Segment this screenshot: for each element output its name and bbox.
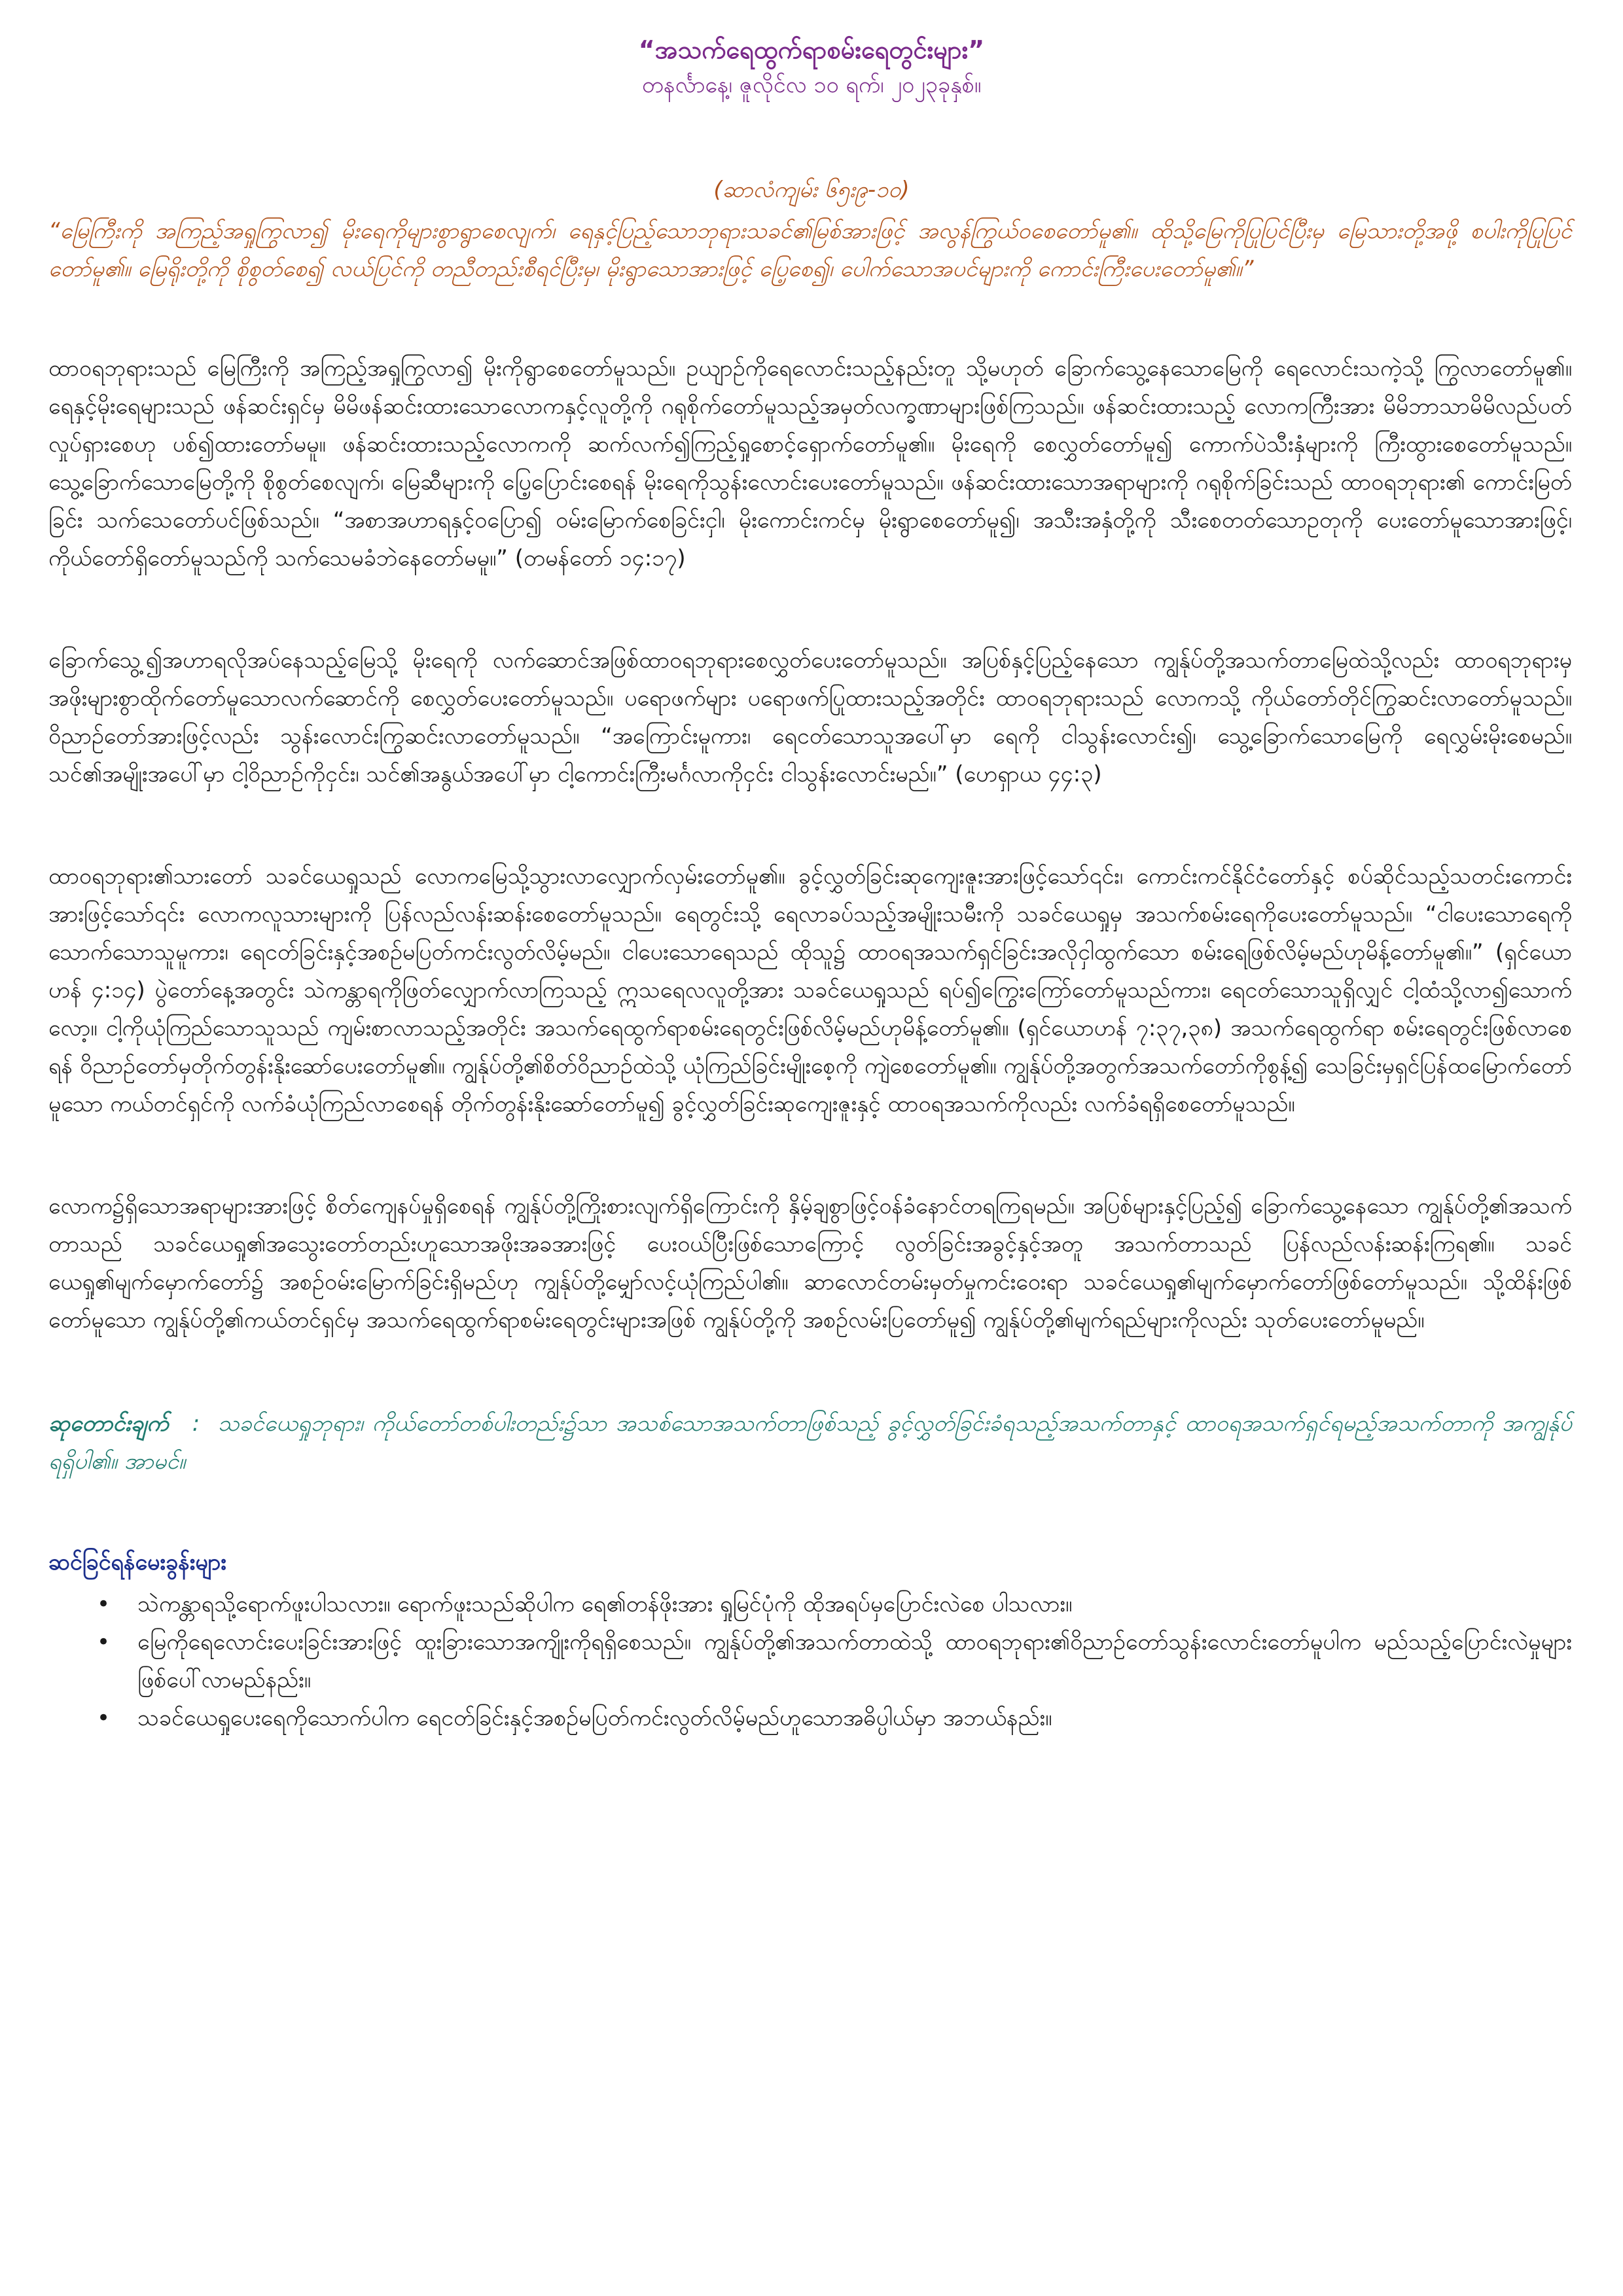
bullet-icon: • xyxy=(96,1629,111,1655)
prayer-separator: : xyxy=(192,1410,200,1437)
bullet-icon: • xyxy=(96,1591,111,1617)
bullet-icon: • xyxy=(96,1705,111,1731)
scripture-text: “မြေကြီးကို အကြည့်အရှုကြွလာ၍ မိုးရေကိုများစွာရွာစေလျက်၊ ရေနှင့်ပြည့်သောဘုရားသခင်၏မြစ်အားဖြင့် အလွန်ကြွယ်ဝစေတော်မူ၏။ ထိုသို့မြေကိုပြုပြင်ပြီးမှ မြေသားတို့အဖို့ စပါးကိုပြုပြင်တော်မူ၏။ မြေရိုးတို့ကို စိုစွတ်စေ၍ လယ်ပြင်ကို တညီတည်းစီရင်ပြီးမှ၊ မိုးရွာသောအားဖြင့် ပြေ့စေ၍၊ ပေါက်သောအပင်များကို ကောင်းကြီးပေးတော်မူ၏။” xyxy=(48,218,1572,282)
question-text-3: သခင်ယေရှုပေးရေကိုသောက်ပါက ရေငတ်ခြင်းနှင့်အစဉ်မပြတ်ကင်းလွတ်လိမ့်မည်ဟူသောအဓိပ္ပါယ်မှာ အဘယ်နည်း။ xyxy=(137,1705,1052,1731)
page-date: တနင်္လာနေ့၊ ဇူလိုင်လ ၁၀ ရက်၊ ၂၀၂၃ခုနှစ်။ xyxy=(641,72,982,98)
body-paragraph-2: ခြောက်သွေ့၍အဟာရလိုအပ်နေသည့်မြေသို့ မိုးရေကို လက်ဆောင်အဖြစ်ထာဝရဘုရားစေလွှတ်ပေးတော်မူသည်။ အပြစ်နှင့်ပြည့်နေသော ကျွန်ုပ်တို့အသက်တာမြေထဲသို့လည်း ထာဝရဘုရားမှ အဖိုးများစွာထိုက်တော်မူသောလက်ဆောင်ကို စေလွှတ်ပေးတော်မူသည်။ ပရောဖက်များ ပရောဖက်ပြုထားသည့်အတိုင်း ထာဝရဘုရားသည် လောကသို့ ကိုယ်တော်တိုင်ကြွဆင်းလာတော်မူသည်။ ဝိညာဉ်တော်အားဖြင့်လည်း သွန်းလောင်းကြွဆင်းလာတော်မူသည်။ “အကြောင်းမူကား၊ ရေငတ်သောသူအပေါ်မှာ ရေကို ငါသွန်းလောင်း၍၊ သွေ့ခြောက်သောမြေကို ရေလွှမ်းမိုးစေမည်။ သင်၏အမျိုးအပေါ်မှာ ငါ့ဝိညာဉ်ကိုငှင်း၊ သင်၏အနွယ်အပေါ်မှာ ငါ့ကောင်းကြီးမင်္ဂလာကိုငှင်း ငါသွန်းလောင်းမည်။” (ဟေရှာယ ၄၄:၃) xyxy=(48,647,1572,787)
body-paragraph-3: ထာဝရဘုရား၏သားတော် သခင်ယေရှုသည် လောကမြေသို့သွားလာလျှောက်လှမ်းတော်မူ၏။ ခွင့်လွှတ်ခြင်းဆုကျေးဇူးအားဖြင့်သော်၎င်း၊ ကောင်းကင်နိုင်ငံတော်နှင့် စပ်ဆိုင်သည့်သတင်းကောင်းအားဖြင့်သော်၎င်း လောကလူသားများကို ပြန်လည်လန်းဆန်းစေတော်မူသည်။ ရေတွင်းသို့ ရေလာခပ်သည့်အမျိုးသမီးကို သခင်ယေရှုမှ အသက်စမ်းရေကိုပေးတော်မူသည်။ “ငါပေးသောရေကို သောက်သောသူမူကား၊ ရေငတ်ခြင်းနှင့်အစဉ်မပြတ်ကင်းလွတ်လိမ့်မည်။ ငါပေးသောရေသည် ထိုသူ၌ ထာဝရအသက်ရှင်ခြင်းအလိုငှါထွက်သော စမ်းရေဖြစ်လိမ့်မည်ဟုမိန့်တော်မူ၏။” (ရှင်ယောဟန် ၄:၁၄) ပွဲတော်နေ့အတွင်း သဲကန္တာရကိုဖြတ်လျှောက်လာကြသည့် ဣသရေလလူတို့အား သခင်ယေရှုသည် ရပ်၍ကြွေးကြော်တော်မူသည်ကား၊ ရေငတ်သောသူရှိလျှင် ငါ့ထံသို့လာ၍သောက်လော့။ ငါ့ကိုယုံကြည်သောသူသည် ကျမ်းစာလာသည့်အတိုင်း အသက်ရေထွက်ရာစမ်းရေတွင်းဖြစ်လိမ့်မည်ဟုမိန့်တော်မူ၏။ (ရှင်ယောဟန် ၇:၃၇,၃၈) အသက်ရေထွက်ရာ စမ်းရေတွင်းဖြစ်လာစေရန် ဝိညာဉ်တော်မှတိုက်တွန်းနိုးဆော်ပေးတော်မူ၏။ ကျွန်ုပ်တို့၏စိတ်ဝိညာဉ်ထဲသို့ ယုံကြည်ခြင်းမျိုးစေ့ကို ကျဲစေတော်မူ၏။ ကျွန်ုပ်တို့အတွက်အသက်တော်ကိုစွန့်၍ သေခြင်းမှရှင်ပြန်ထမြောက်တော်မူသော ကယ်တင်ရှင်ကို လက်ခံယုံကြည်လာစေရန် တိုက်တွန်းနိုးဆော်တော်မူ၍ ခွင့်လွှတ်ခြင်းဆုကျေးဇူးနှင့် ထာဝရအသက်ကိုလည်း လက်ခံရရှိစေတော်မူသည်။ xyxy=(48,863,1572,1117)
body-paragraph-1: ထာဝရဘုရားသည် မြေကြီးကို အကြည့်အရှုကြွလာ၍ မိုးကိုရွာစေတော်မူသည်။ ဥယျာဉ်ကိုရေလောင်းသည့်နည်းတူ သို့မဟုတ် ခြောက်သွေ့နေသောမြေကို ရေလောင်းသကဲ့သို့ ကြွလာတော်မူ၏။ ရေနှင့်မိုးရေများသည် ဖန်ဆင်းရှင်မှ မိမိဖန်ဆင်းထားသောလောကနှင့်လူတို့ကို ဂရုစိုက်တော်မူသည့်အမှတ်လက္ခဏာများဖြစ်ကြသည်။ ဖန်ဆင်းထားသည့် လောကကြီးအား မိမိဘာသာမိမိလည်ပတ်လှုပ်ရှားစေဟု ပစ်၍ထားတော်မမူ။ ဖန်ဆင်းထားသည့်လောကကို ဆက်လက်၍ကြည့်ရှုစောင့်ရှောက်တော်မူ၏။ မိုးရေကို စေလွှတ်တော်မူ၍ ကောက်ပဲသီးနှံများကို ကြီးထွားစေတော်မူသည်။ သွေ့ခြောက်သောမြေတို့ကို စိုစွတ်စေလျက်၊ မြေဆီများကို ပြေ့ပြောင်းစေရန် မိုးရေကိုသွန်းလောင်းပေးတော်မူသည်။ ဖန်ဆင်းထားသောအရာများကို ဂရုစိုက်ခြင်းသည် ထာဝရဘုရား၏ ကောင်းမြတ်ခြင်း သက်သေတော်ပင်ဖြစ်သည်။ “အစာအဟာရနှင့်ဝပြော၍ ဝမ်းမြောက်စေခြင်းငှါ၊ မိုးကောင်းကင်မှ မိုးရွာစေတော်မူ၍၊ အသီးအနှံတို့ကို သီးစေတတ်သောဥတုကို ပေးတော်မူသောအားဖြင့်၊ ကိုယ်တော်ရှိတော်မူသည်ကို သက်သေမခံဘဲနေတော်မမူ။” (တမန်တော် ၁၄:၁၇) xyxy=(48,355,1572,571)
questions-heading: ဆင်ခြင်ရန်မေးခွန်းများ xyxy=(48,1549,226,1575)
questions-list xyxy=(0,1585,1623,1737)
prayer-text: သခင်ယေရှုဘုရား၊ ကိုယ်တော်တစ်ပါးတည်း၌သာ အသစ်သောအသက်တာဖြစ်သည့် ခွင့်လွှတ်ခြင်းခံရသည့်အသက်တာနှင့် ထာဝရအသက်ရှင်ရမည့်အသက်တာကို အကျွန်ုပ်ရရှိပါ၏။ အာမင်။ xyxy=(48,1410,1572,1475)
prayer-label: ဆုတောင်းချက် xyxy=(48,1410,169,1437)
body-paragraph-4: လောက၌ရှိသောအရာများအားဖြင့် စိတ်ကျေနပ်မှုရှိစေရန် ကျွန်ုပ်တို့ကြိုးစားလျက်ရှိကြောင်းကို နှိမ့်ချစွာဖြင့်ဝန်ခံနောင်တရကြရမည်။ အပြစ်များနှင့်ပြည့်၍ ခြောက်သွေ့နေသော ကျွန်ုပ်တို့၏အသက်တာသည် သခင်ယေရှု၏အသွေးတော်တည်းဟူသောအဖိုးအခအားဖြင့် ပေးဝယ်ပြီးဖြစ်သောကြောင့် လွတ်ခြင်းအခွင့်နှင့်အတူ အသက်တာသည် ပြန်လည်လန်းဆန်းကြရ၏။ သခင်ယေရှု၏မျက်မှောက်တော်၌ အစဉ်ဝမ်းမြောက်ခြင်းရှိမည်ဟု ကျွန်ုပ်တို့မျှော်လင့်ယုံကြည်ပါ၏။ ဆာလောင်တမ်းမှတ်မှုကင်းဝေးရာ သခင်ယေရှု၏မျက်မှောက်တော်ဖြစ်တော်မူသည်။ သို့ထိန်းဖြစ်တော်မူသော ကျွန်ုပ်တို့၏ကယ်တင်ရှင်မှ အသက်ရေထွက်ရာစမ်းရေတွင်းများအဖြစ် ကျွန်ုပ်တို့ကို အစဉ်လမ်းပြတော်မူ၍ ကျွန်ုပ်တို့၏မျက်ရည်များကိုလည်း သုတ်ပေးတော်မူမည်။ xyxy=(48,1193,1572,1333)
scripture-reference: (ဆာလံကျမ်း ၆၅း၉-၁၀) xyxy=(713,177,910,203)
list-item xyxy=(90,1623,1572,1699)
page-title: “အသက်ရေထွက်ရာစမ်းရေတွင်းများ” xyxy=(638,35,985,64)
question-text-2: မြေကိုရေလောင်းပေးခြင်းအားဖြင့် ထူးခြားသောအကျိုးကိုရရှိစေသည်။ ကျွန်ုပ်တို့၏အသက်တာထဲသို့ ထာဝရဘုရား၏ဝိညာဉ်တော်သွန်းလောင်းတော်မူပါက မည်သည့်ပြောင်းလဲမှုများဖြစ်ပေါ်လာမည်နည်း။ xyxy=(137,1629,1572,1693)
question-text-1: သဲကန္တာရသို့ရောက်ဖူးပါသလား။ ရောက်ဖူးသည်ဆိုပါက ရေ၏တန်ဖိုးအား ရှုမြင်ပုံကို ထိုအရပ်မှပြောင်းလဲစေ ပါသလား။ xyxy=(137,1591,1073,1617)
list-item xyxy=(90,1585,1572,1623)
list-item xyxy=(90,1699,1572,1737)
prayer-section xyxy=(0,1405,1623,1480)
